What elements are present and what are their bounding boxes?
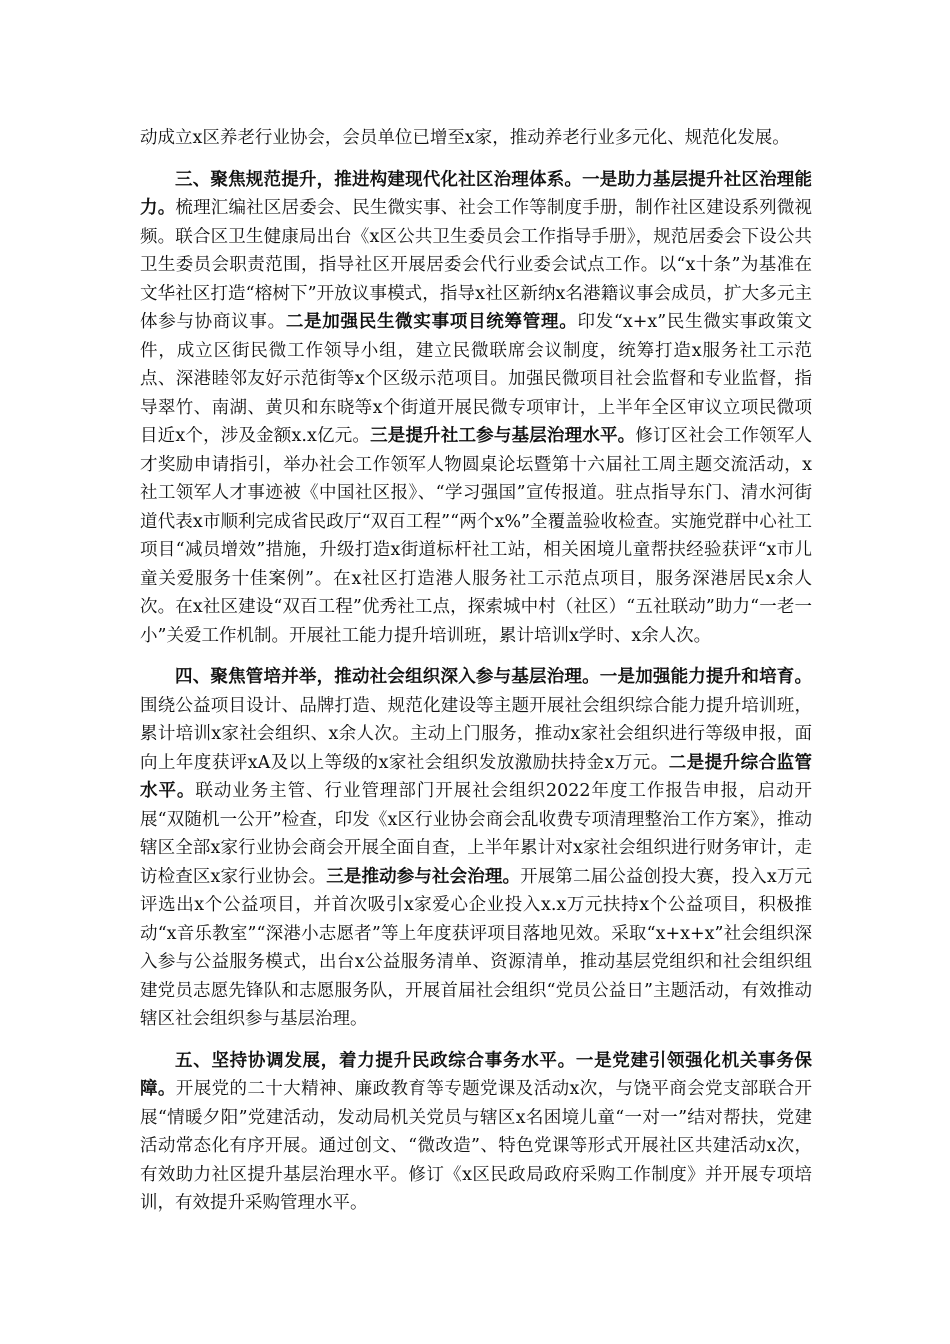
paragraph-text: 动成立x区养老行业协会，会员单位已增至x家，推动养老行业多元化、规范化发展。 xyxy=(140,128,790,148)
section-three-heading: 三、聚焦规范提升，推进构建现代化社区治理体系。一是助力基层提升社区治理能力。 xyxy=(140,169,812,218)
paragraph-text: 印发“x+x”民生微实事政策文件，成立区街民微工作领导小组，建立民微联席会议制度，统筹打造x服务社工示范点、深港睦邻友好示范街等x个区级示范项目。加强民微项目社会监督和专业监督，指导翠竹、南湖、黄贝和东晓等x个街道开展民微专项审计，上半年全区审议立项民微项目近x个，涉及金额x.x亿元。 xyxy=(140,312,812,446)
paragraph-continuation xyxy=(140,124,812,153)
subheading: 三是推动参与社会治理。 xyxy=(326,866,521,887)
subheading: 二是加强民生微实事项目统筹管理。 xyxy=(285,312,578,332)
paragraph-text: 修订区社会工作领军人才奖励申请指引，举办社会工作领军人物圆桌论坛暨第十六届社工周主题交流活动，x社工领军人才事迹被《中国社区报》、“学习强国”宣传报道。驻点指导东门、清水河街道代表x市顺利完成省民政厅“双百工程”“两个x%”全覆盖验收检查。实施党群中心社工项目“减员增效”措施，升级打造x街道标杆社工站，相关困境儿童帮扶经验获评“x市儿童关爱服务十佳案例”。在x社区打造港人服务社工示范点项目，服务深港居民x余人次。在x社区建设“双百工程”优秀社工点，探索城中村（社区）“五社联动”助力“一老一小”关爱工作机制。开展社工能力提升培训班，累计培训x学时、x余人次。 xyxy=(140,426,813,646)
paragraph-text: 梳理汇编社区居委会、民生微实事、社会工作等制度手册，制作社区建设系列微视频。联合区卫生健康局出台《x区公共卫生委员会工作指导手册》，规范居委会下设公共卫生委员会职责范围，指导社区开展居委会代行业委会试点工作。以“x十条”为基准在文华社区打造“榕树下”开放议事模式，指导x社区新纳x名港籍议事会成员，扩大多元主体参与协商议事。 xyxy=(140,198,813,332)
subheading: 三是提升社工参与基层治理水平。 xyxy=(370,426,636,446)
section-four-heading: 四、聚焦管培并举，推动社会组织深入参与基层治理。一是加强能力提升和培育。 xyxy=(175,667,812,687)
subheading: 二是提升综合监管水平。 xyxy=(140,752,812,801)
paragraph-section-three xyxy=(140,166,812,651)
paragraph-section-five xyxy=(140,1047,812,1218)
paragraph-text: 开展第二届公益创投大赛，投入x万元评选出x个公益项目，并首次吸引x家爱心企业投入x.x万元扶持x个公益项目，积极推动“x音乐教室”“深港小志愿者”等上年度获评项目落地见效。采取“x+x+x”社会组织深入参与公益服务模式，出台x公益服务清单、资源清单，推动基层党组织和社会组织组建党员志愿先锋队和志愿服务队，开展首届社会组织“党员公益日”主题活动，有效推动辖区社会组织参与基层治理。 xyxy=(140,866,812,1029)
paragraph-text: 围绕公益项目设计、品牌打造、规范化建设等主题开展社会组织综合能力提升培训班，累计培训x家社会组织、x余人次。主动上门服务，推动x家社会组织进行等级申报，面向上年度获评xA及以上等级的x家社会组织发放激励扶持金x万元。 xyxy=(140,695,812,773)
paragraph-section-four xyxy=(140,663,812,1034)
section-five-heading: 五、坚持协调发展，着力提升民政综合事务水平。一是党建引领强化机关事务保障。 xyxy=(140,1050,812,1099)
paragraph-text: 联动业务主管、行业管理部门开展社会组织2022年度工作报告申报，启动开展“双随机一公开”检查，印发《x区行业协会商会乱收费专项清理整治工作方案》，推动辖区全部x家行业协会商会开展全面自查，上半年累计对x家社会组织进行财务审计，走访检查区x家行业协会。 xyxy=(140,781,812,887)
document-page xyxy=(140,124,812,1231)
paragraph-text: 开展党的二十大精神、廉政教育等专题党课及活动x次，与饶平商会党支部联合开展“情暖夕阳”党建活动，发动局机关党员与辖区x名困境儿童“一对一”结对帮扶，党建活动常态化有序开展。通过创文、“微改造”、特色党课等形式开展社区共建活动x次，有效助力社区提升基层治理水平。修订《x区民政局政府采购工作制度》并开展专项培训，有效提升采购管理水平。 xyxy=(140,1079,812,1213)
